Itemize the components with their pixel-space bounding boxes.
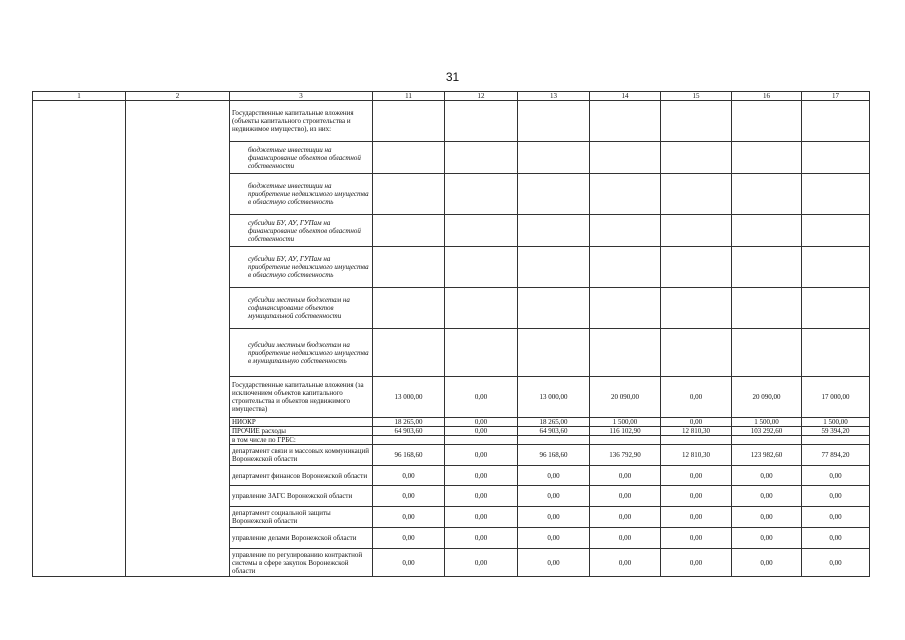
value-cell: 0,00 xyxy=(445,528,518,549)
value-cell xyxy=(661,215,732,247)
value-cell xyxy=(590,247,661,288)
value-cell: 18 265,00 xyxy=(373,418,445,427)
value-cell: 116 102,90 xyxy=(590,427,661,436)
value-cell: 59 394,20 xyxy=(802,427,870,436)
value-cell xyxy=(732,215,802,247)
row-label: департамент социальной защиты Воронежской области xyxy=(230,507,373,528)
value-cell: 0,00 xyxy=(445,549,518,577)
value-cell xyxy=(732,142,802,174)
value-cell: 12 810,30 xyxy=(661,427,732,436)
value-cell xyxy=(373,142,445,174)
value-cell xyxy=(373,174,445,215)
column-header: 11 xyxy=(373,92,445,101)
value-cell xyxy=(590,288,661,329)
value-cell: 0,00 xyxy=(661,507,732,528)
value-cell: 0,00 xyxy=(445,377,518,418)
value-cell xyxy=(445,174,518,215)
value-cell: 0,00 xyxy=(373,486,445,507)
value-cell xyxy=(373,247,445,288)
value-cell: 0,00 xyxy=(661,528,732,549)
row-label: бюджетные инвестиции на приобретение недвижимого имущества в областную собственность xyxy=(230,174,373,215)
value-cell xyxy=(373,101,445,142)
value-cell: 77 894,20 xyxy=(802,445,870,466)
row-label: субсидии БУ, АУ, ГУПам на финансирование объектов областной собственности xyxy=(230,215,373,247)
value-cell xyxy=(590,436,661,445)
value-cell: 0,00 xyxy=(590,466,661,486)
row-label: Государственные капитальные вложения (за исключением объектов капитального строительства и объектов недвижимого имущества) xyxy=(230,377,373,418)
value-cell: 0,00 xyxy=(661,549,732,577)
value-cell xyxy=(802,436,870,445)
value-cell: 1 500,00 xyxy=(590,418,661,427)
value-cell: 123 982,60 xyxy=(732,445,802,466)
value-cell: 20 090,00 xyxy=(590,377,661,418)
value-cell: 0,00 xyxy=(661,377,732,418)
value-cell xyxy=(661,101,732,142)
value-cell xyxy=(518,329,590,377)
value-cell xyxy=(518,436,590,445)
value-cell xyxy=(802,174,870,215)
value-cell xyxy=(732,288,802,329)
value-cell: 0,00 xyxy=(445,466,518,486)
value-cell: 0,00 xyxy=(732,549,802,577)
value-cell: 96 168,60 xyxy=(373,445,445,466)
value-cell: 0,00 xyxy=(590,549,661,577)
value-cell: 13 000,00 xyxy=(518,377,590,418)
value-cell: 0,00 xyxy=(732,507,802,528)
budget-table xyxy=(32,91,870,577)
value-cell: 1 500,00 xyxy=(732,418,802,427)
header-row xyxy=(33,92,870,101)
value-cell: 18 265,00 xyxy=(518,418,590,427)
row-label: НИОКР xyxy=(230,418,373,427)
value-cell: 0,00 xyxy=(518,528,590,549)
value-cell: 64 903,60 xyxy=(373,427,445,436)
value-cell: 0,00 xyxy=(590,486,661,507)
row-label: субсидии местным бюджетам на софинансирование объектов муниципальной собственности xyxy=(230,288,373,329)
value-cell xyxy=(445,215,518,247)
value-cell xyxy=(590,215,661,247)
value-cell xyxy=(802,247,870,288)
page-number: 31 xyxy=(445,70,460,84)
row-label: Государственные капитальные вложения (объекты капитального строительства и недвижимое имущество), из них: xyxy=(230,101,373,142)
value-cell xyxy=(518,215,590,247)
col2-cell xyxy=(126,101,230,577)
value-cell xyxy=(445,101,518,142)
value-cell xyxy=(661,174,732,215)
table-row xyxy=(33,101,870,142)
value-cell xyxy=(445,329,518,377)
value-cell: 0,00 xyxy=(373,549,445,577)
column-header: 17 xyxy=(802,92,870,101)
value-cell xyxy=(802,101,870,142)
value-cell: 0,00 xyxy=(802,486,870,507)
value-cell xyxy=(373,329,445,377)
col1-cell xyxy=(33,101,126,577)
value-cell xyxy=(661,329,732,377)
value-cell xyxy=(661,436,732,445)
value-cell xyxy=(590,329,661,377)
value-cell: 0,00 xyxy=(732,466,802,486)
value-cell xyxy=(445,142,518,174)
value-cell xyxy=(518,288,590,329)
value-cell: 13 000,00 xyxy=(373,377,445,418)
value-cell xyxy=(732,436,802,445)
value-cell: 12 810,30 xyxy=(661,445,732,466)
column-header: 16 xyxy=(732,92,802,101)
value-cell xyxy=(518,247,590,288)
value-cell: 0,00 xyxy=(661,466,732,486)
value-cell: 136 792,90 xyxy=(590,445,661,466)
value-cell xyxy=(590,142,661,174)
row-label: ПРОЧИЕ расходы xyxy=(230,427,373,436)
value-cell: 0,00 xyxy=(802,466,870,486)
value-cell: 0,00 xyxy=(445,427,518,436)
row-label: субсидии БУ, АУ, ГУПам на приобретение недвижимого имущества в областную собственность xyxy=(230,247,373,288)
column-header: 14 xyxy=(590,92,661,101)
value-cell: 0,00 xyxy=(373,466,445,486)
value-cell xyxy=(373,288,445,329)
value-cell: 20 090,00 xyxy=(732,377,802,418)
value-cell xyxy=(802,142,870,174)
value-cell xyxy=(445,247,518,288)
value-cell xyxy=(661,288,732,329)
column-header: 3 xyxy=(230,92,373,101)
value-cell: 0,00 xyxy=(445,418,518,427)
value-cell xyxy=(732,329,802,377)
value-cell xyxy=(802,215,870,247)
value-cell: 0,00 xyxy=(732,528,802,549)
value-cell xyxy=(732,247,802,288)
row-label: департамент финансов Воронежской области xyxy=(230,466,373,486)
value-cell: 0,00 xyxy=(445,507,518,528)
value-cell: 0,00 xyxy=(445,486,518,507)
value-cell: 0,00 xyxy=(445,445,518,466)
value-cell xyxy=(373,436,445,445)
column-header: 2 xyxy=(126,92,230,101)
value-cell xyxy=(590,101,661,142)
row-label: субсидии местным бюджетам на приобретение недвижимого имущества в муниципальную собственность xyxy=(230,329,373,377)
column-header: 12 xyxy=(445,92,518,101)
row-label: управление ЗАГС Воронежской области xyxy=(230,486,373,507)
value-cell: 0,00 xyxy=(518,466,590,486)
value-cell: 0,00 xyxy=(732,486,802,507)
value-cell xyxy=(518,174,590,215)
value-cell xyxy=(373,215,445,247)
value-cell xyxy=(661,142,732,174)
value-cell xyxy=(802,288,870,329)
row-label: бюджетные инвестиции на финансирование объектов областной собственности xyxy=(230,142,373,174)
value-cell xyxy=(661,247,732,288)
value-cell xyxy=(590,174,661,215)
value-cell: 64 903,60 xyxy=(518,427,590,436)
value-cell: 0,00 xyxy=(802,507,870,528)
column-header: 13 xyxy=(518,92,590,101)
value-cell: 0,00 xyxy=(518,549,590,577)
value-cell: 0,00 xyxy=(802,549,870,577)
value-cell: 96 168,60 xyxy=(518,445,590,466)
column-header: 1 xyxy=(33,92,126,101)
column-header: 15 xyxy=(661,92,732,101)
value-cell: 0,00 xyxy=(802,528,870,549)
value-cell: 0,00 xyxy=(518,486,590,507)
value-cell: 0,00 xyxy=(661,486,732,507)
value-cell: 0,00 xyxy=(518,507,590,528)
value-cell xyxy=(732,174,802,215)
value-cell: 0,00 xyxy=(661,418,732,427)
value-cell: 103 292,60 xyxy=(732,427,802,436)
row-label: управление делами Воронежской области xyxy=(230,528,373,549)
value-cell: 17 000,00 xyxy=(802,377,870,418)
value-cell xyxy=(802,329,870,377)
row-label: управление по регулированию контрактной системы в сфере закупок Воронежской области xyxy=(230,549,373,577)
value-cell xyxy=(518,101,590,142)
value-cell xyxy=(445,436,518,445)
value-cell: 0,00 xyxy=(373,528,445,549)
value-cell: 0,00 xyxy=(373,507,445,528)
value-cell xyxy=(445,288,518,329)
row-label: департамент связи и массовых коммуникаций Воронежской области xyxy=(230,445,373,466)
value-cell xyxy=(732,101,802,142)
row-label: в том числе по ГРБС: xyxy=(230,436,373,445)
value-cell: 1 500,00 xyxy=(802,418,870,427)
value-cell: 0,00 xyxy=(590,528,661,549)
value-cell xyxy=(518,142,590,174)
value-cell: 0,00 xyxy=(590,507,661,528)
